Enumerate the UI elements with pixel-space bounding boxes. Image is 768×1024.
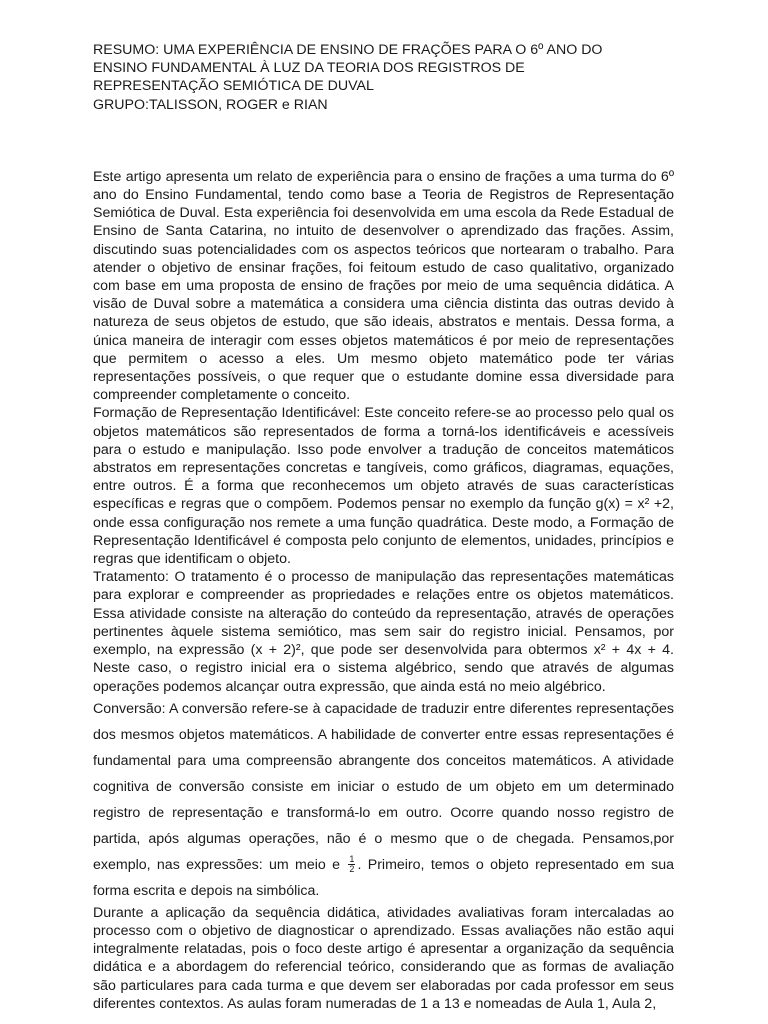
- title-line-3: REPRESENTAÇÃO SEMIÓTICA DE DUVAL: [93, 78, 374, 95]
- fraction-numerator: 1: [349, 854, 355, 865]
- paragraph-durante: Durante a aplicação da sequência didática, atividades avaliativas foram intercaladas ao processo com o objetivo de diagnosticar o aprendizado. Essas avaliações não estão aqui integralmente relatadas, pois o foco deste artigo é apresentar a organização da sequência didática e a abordagem do referencial teórico, considerando que as formas de avaliação são particulares para cada turma e que devem ser elaboradas por cada professor em seus diferentes contextos. As aulas foram numeradas de 1 a 13 e nomeadas de Aula 1, Aula 2,: [93, 904, 674, 1012]
- document-body: [93, 168, 674, 1013]
- paragraph-conversao: [93, 696, 674, 904]
- conversao-text-end: . Primeiro, temos o objeto representado em sua forma escrita e depois na simbólica.: [93, 856, 674, 899]
- header-spacer: [93, 114, 674, 168]
- conversao-text: Conversão: A conversão refere-se à capacidade de traduzir entre diferentes representações dos mesmos objetos matemáticos. A habilidade de converter entre essas representações é fundamental para uma compreensão abrangente dos conceitos matemáticos. A atividade cognitiva de conversão consiste em iniciar o estudo de um objeto em um determinado registro de representação e transformá-lo em outro. Ocorre quando nosso registro de partida, após algumas operações, não é o mesmo que o de chegada. Pensamos,por exemplo, nas expressões: um meio e: [93, 700, 674, 873]
- document-page: [93, 41, 674, 1013]
- one-half-fraction: [348, 855, 355, 874]
- paragraph-intro: Este artigo apresenta um relato de experiência para o ensino de frações a uma turma do 6º ano do Ensino Fundamental, tendo como base a Teoria de Registros de Representação Semiótica de Duval. Esta experiência foi desenvolvida em uma escola da Rede Estadual de Ensino de Santa Catarina, no intuito de desenvolver o aprendizado das frações. Assim, discutindo suas potencialidades com os aspectos teóricos que nortearam o trabalho. Para atender o objetivo de ensinar frações, foi feitoum estudo de caso qualitativo, organizado com base em uma proposta de ensino de frações por meio de uma sequência didática. A visão de Duval sobre a matemática a considera uma ciência distinta das outras devido à natureza de seus objetos de estudo, que são ideais, abstratos e mentais. Dessa forma, a única maneira de interagir com esses objetos matemáticos é por meio de representações que permitem o acesso a eles. Um mesmo objeto matemático pode ter várias representações possíveis, o que requer que o estudante domine essa diversidade para compreender completamente o conceito.: [93, 168, 674, 404]
- group-line: GRUPO:TALISSON, ROGER e RIAN: [93, 96, 328, 113]
- paragraph-formacao: Formação de Representação Identificável: Este conceito refere-se ao processo pelo qual os objetos matemáticos são representados de forma a torná-los identificáveis e acessíveis para o estudo e manipulação. Isso pode envolver a tradução de conceitos matemáticos abstratos em representações concretas e tangíveis, como gráficos, diagramas, equações, entre outros. É a forma que reconhecemos um objeto através de suas características específicas e regras que o compõem. Podemos pensar no exemplo da função g(x) = x² +2, onde essa configuração nos remete a uma função quadrática. Deste modo, a Formação de Representação Identificável é composta pelo conjunto de elementos, unidades, princípios e regras que identificam o objeto.: [93, 405, 674, 568]
- title-line-2: ENSINO FUNDAMENTAL À LUZ DA TEORIA DOS REGISTROS DE: [93, 60, 525, 77]
- paragraph-tratamento: Tratamento: O tratamento é o processo de manipulação das representações matemáticas para explorar e compreender as propriedades e relações entre os objetos matemáticos. Essa atividade consiste na alteração do conteúdo da representação, através de operações pertinentes àquele sistema semiótico, mas sem sair do registro inicial. Pensamos, por exemplo, na expressão (x + 2)², que pode ser desenvolvida para obtermos x² + 4x + 4. Neste caso, o registro inicial era o sistema algébrico, sendo que através de algumas operações podemos alcançar outra expressão, que ainda está no meio algébrico.: [93, 569, 674, 695]
- fraction-denominator: 2: [349, 864, 355, 875]
- document-header: [93, 41, 674, 114]
- title-line-1: RESUMO: UMA EXPERIÊNCIA DE ENSINO DE FRAÇÕES PARA O 6º ANO DO: [93, 42, 603, 58]
